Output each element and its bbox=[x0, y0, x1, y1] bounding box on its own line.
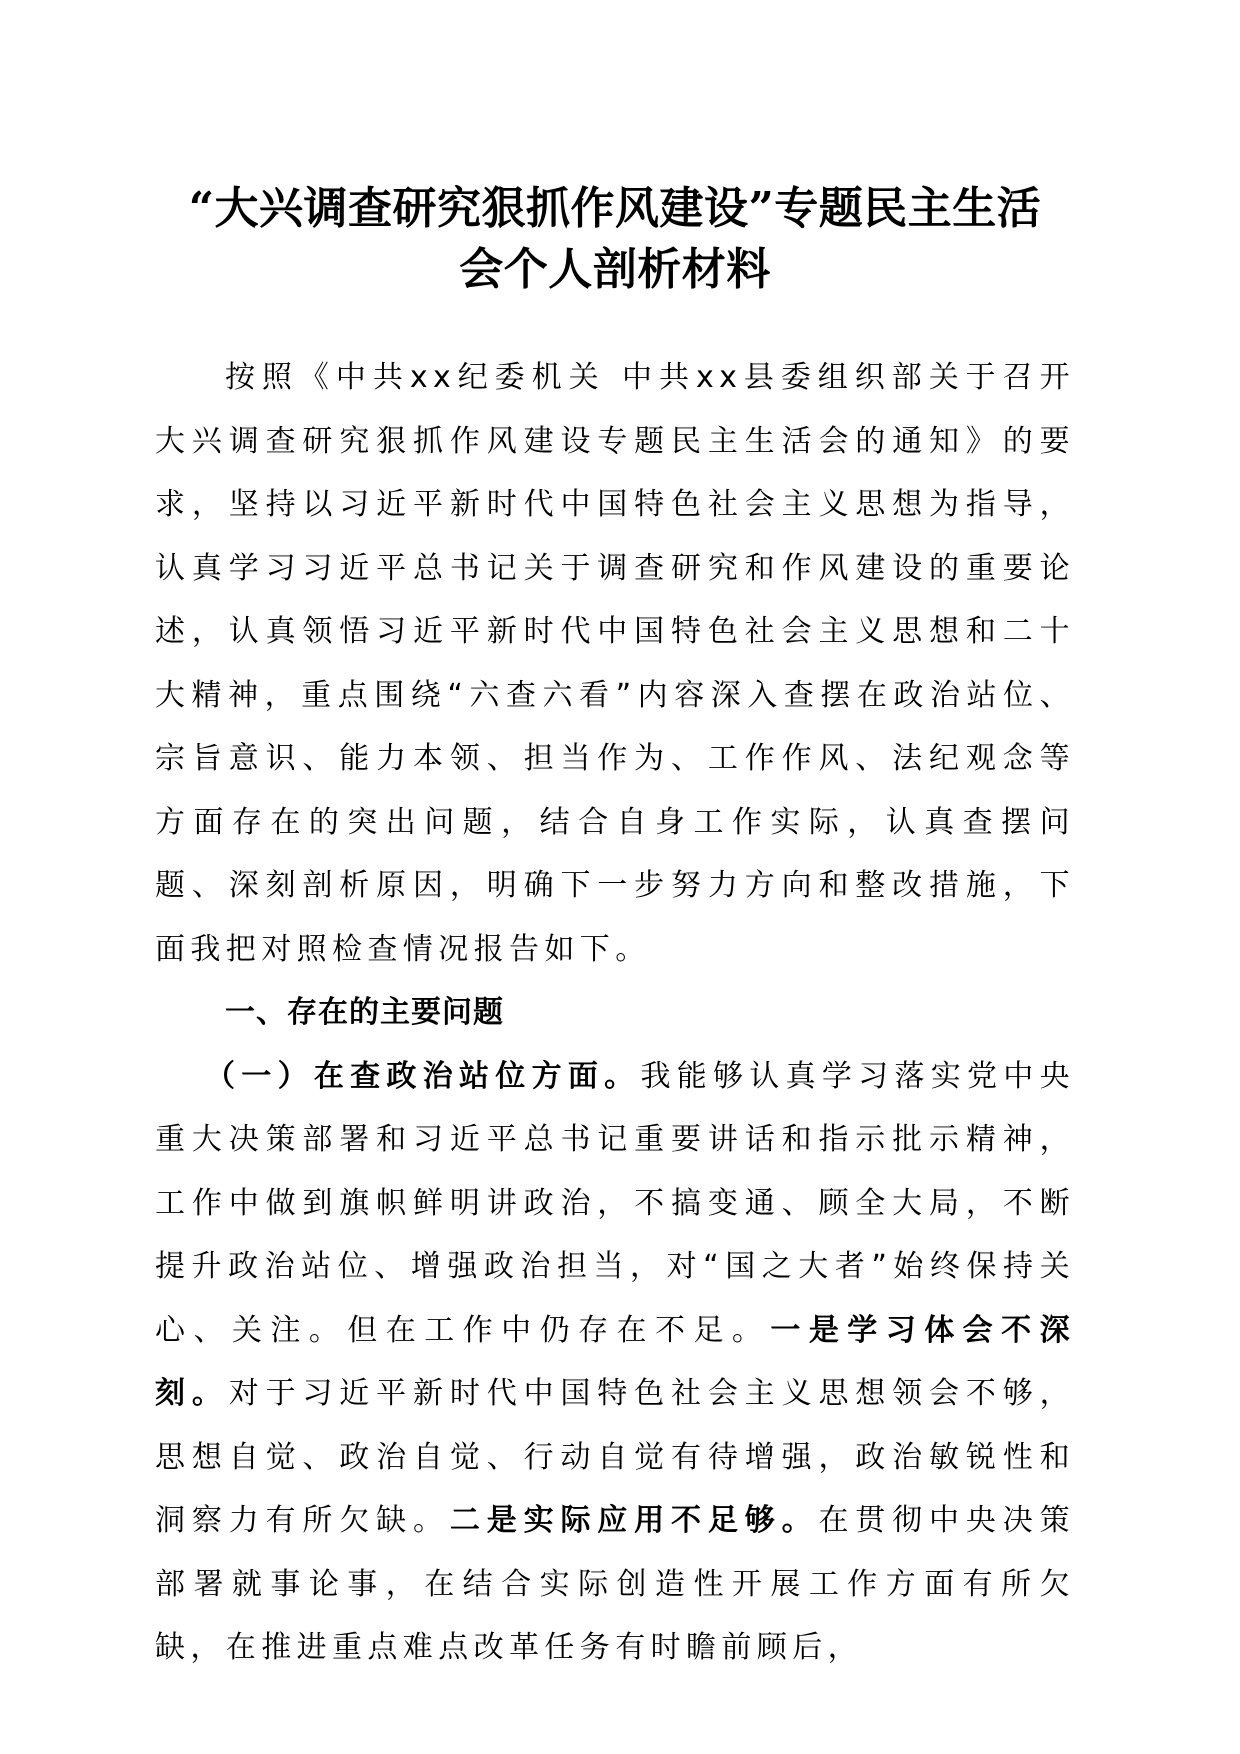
subsection-heading: （一）在查政治站位方面。 bbox=[205, 1058, 641, 1094]
section-heading-main-problems: 一、存在的主要问题 bbox=[225, 995, 504, 1030]
intro-paragraph: 按照《中共xx纪委机关 中共xx县委组织部关于召开大兴调查研究狠抓作风建设专题民主生活会的通知》的要求，坚持以习近平新时代中国特色社会主义思想为指导，认真学习习近平总书记关于调查研究和作风建设的重要论述，认真领悟习近平新时代中国特色社会主义思想和二十大精神，重点围绕“六查六看”内容深入查摆在政治站位、宗旨意识、能力本领、担当作为、工作作风、法纪观念等方面存在的突出问题，结合自身工作实际，认真查摆问题、深刻剖析原因，明确下一步努力方向和整改措施，下面我把对照检查情况报告如下。 bbox=[155, 360, 1075, 967]
title-line-2: 会个人剖析材料 bbox=[459, 244, 771, 295]
document-title bbox=[155, 178, 1075, 300]
point-1-label: 一是学习体会不深刻。 bbox=[155, 1312, 1075, 1411]
point-2-text: 在贯彻中央决策部署就事论事，在结合实际创造性开展工作方面有所欠缺，在推进重点难点改革任务有时瞻前顾后， bbox=[155, 1503, 1075, 1665]
document-page bbox=[155, 178, 1075, 1680]
subsection-text: 我能够认真学习落实党中央重大决策部署和习近平总书记重要讲话和指示批示精神，工作中做到旗帜鲜明讲政治，不搞变通、顾全大局，不断提升政治站位、增强政治担当，对“国之大者”始终保持关心、关注。但在工作中仍存在不足。 bbox=[155, 1058, 1075, 1348]
point-2-label: 二是实际应用不足够。 bbox=[449, 1503, 819, 1538]
title-line-1: “大兴调查研究狠抓作风建设”专题民主生活 bbox=[188, 183, 1042, 234]
point-1-text: 对于习近平新时代中国特色社会主义思想领会不够，思想自觉、政治自觉、行动自觉有待增强，政治敏锐性和洞察力有所欠缺。 bbox=[155, 1376, 1075, 1538]
subsection-political-stance bbox=[155, 1045, 1075, 1680]
